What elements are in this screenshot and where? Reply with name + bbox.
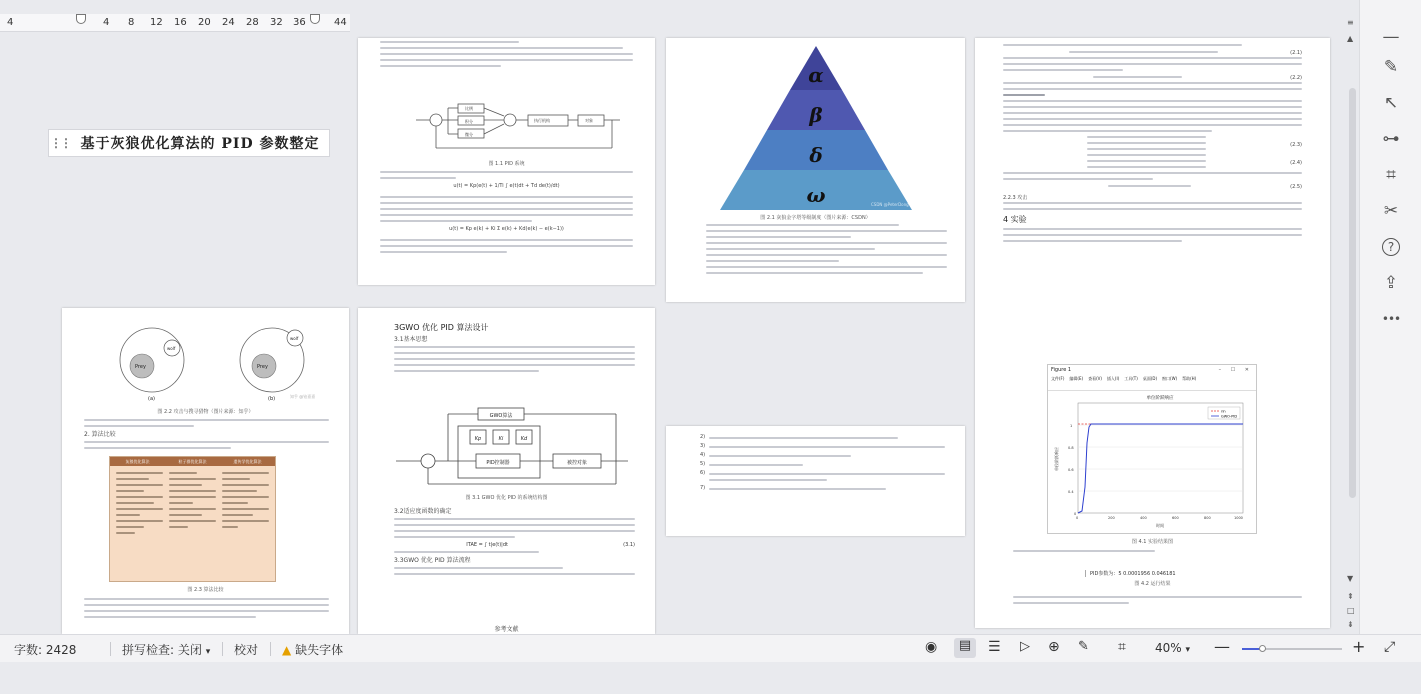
plot-title: 单位阶跃响应 xyxy=(1146,396,1174,401)
svg-text:1: 1 xyxy=(1070,424,1073,428)
ruler-number: 28 xyxy=(246,17,259,28)
block-label: 微分 xyxy=(465,132,473,137)
svg-text:200: 200 xyxy=(1108,516,1115,520)
level-omega: ω xyxy=(806,183,826,207)
step-number: 7) xyxy=(700,485,706,491)
section-heading: 3.2适应度函数的确定 xyxy=(394,508,452,515)
equation-number: (2.2) xyxy=(1290,75,1302,81)
level-beta: β xyxy=(809,103,823,127)
ruler-number: 24 xyxy=(222,17,235,28)
result-output: PID参数为：5 0.0001956 0.046181 xyxy=(1085,570,1235,577)
scroll-up-button[interactable]: ▲ xyxy=(1347,34,1354,43)
document-page-1[interactable] xyxy=(358,38,655,285)
section-heading: 3.3GWO 优化 PID 算法流程 xyxy=(394,557,471,564)
watermark: 知乎 @铂嘉嘉 xyxy=(290,394,316,399)
eye-icon[interactable]: ◉ xyxy=(925,639,938,655)
share-icon[interactable]: ⇪ xyxy=(1383,273,1399,293)
spell-check-toggle[interactable]: 拼写检查: 关闭 ▾ xyxy=(122,643,211,657)
step-number: 6) xyxy=(700,470,706,476)
zoom-slider[interactable] xyxy=(1242,648,1342,650)
document-page-4[interactable] xyxy=(62,308,349,634)
figure-caption: 图 1.1 PID 系统 xyxy=(488,161,525,167)
prev-page-icon[interactable]: ⇞ xyxy=(1347,592,1354,601)
svg-text:0: 0 xyxy=(1074,512,1077,516)
plant-label: 被控对象 xyxy=(566,460,588,466)
svg-text:0.4: 0.4 xyxy=(1068,490,1074,494)
level-delta: δ xyxy=(809,143,823,167)
first-line-indent-marker[interactable] xyxy=(76,14,86,24)
block-label: 执行机构 xyxy=(534,118,550,123)
vertical-scrollbar[interactable] xyxy=(1345,14,1359,634)
zoom-slider-thumb[interactable] xyxy=(1259,645,1266,652)
ruler-number: 36 xyxy=(293,17,306,28)
step-number: 4) xyxy=(700,452,706,458)
equation-number: (2.5) xyxy=(1290,184,1302,190)
pid-formula: u(t) = Kp(e(t) + 1/Ti ∫ e(t)dt + Td de(t)/dt) xyxy=(453,183,560,189)
y-axis-label: 单位阶跃响应 xyxy=(1054,447,1059,471)
section-heading: 4 实验 xyxy=(1003,215,1027,224)
right-tool-panel xyxy=(1359,0,1421,634)
ruler-number: 4 xyxy=(103,17,110,28)
page-view-icon[interactable]: ▤ xyxy=(954,638,976,658)
page-select-icon[interactable]: □ xyxy=(1347,606,1355,615)
document-page-5[interactable] xyxy=(358,308,655,634)
equation-number: (3.1) xyxy=(623,542,635,548)
block-label: 积分 xyxy=(465,119,473,124)
section-heading: 2.2.3 攻击 xyxy=(1003,195,1028,201)
svg-text:800: 800 xyxy=(1204,516,1211,520)
globe-icon[interactable]: ⊕ xyxy=(1048,639,1060,655)
controller-label: PID控制器 xyxy=(486,460,510,466)
outline-icon[interactable]: ☰ xyxy=(988,639,1001,655)
table-caption: 图 4.2 运行结果 xyxy=(1134,581,1171,587)
scroll-down-button[interactable]: ▼ xyxy=(1347,574,1354,583)
document-title: 基于灰狼优化算法的 PID 参数整定 xyxy=(80,136,320,152)
block-label: 比例 xyxy=(465,106,473,111)
panel-label: (a) xyxy=(148,396,155,402)
level-alpha: α xyxy=(808,63,824,87)
figure-caption: 图 2.1 灰狼金字塔等级制度（图片来源：CSDN） xyxy=(760,215,871,221)
svg-text:400: 400 xyxy=(1140,516,1147,520)
wolf-label: wolf xyxy=(290,336,299,341)
chevron-down-icon: ▾ xyxy=(1185,645,1191,655)
wolf-hierarchy-pyramid xyxy=(666,42,965,210)
ruler-number: 44 xyxy=(334,17,347,28)
pen-icon[interactable]: ✎ xyxy=(1383,57,1399,77)
adjust-icon[interactable]: ⊶ xyxy=(1382,129,1400,149)
table-caption: 图 2.3 算法比较 xyxy=(187,587,224,593)
zoom-out-button[interactable]: — xyxy=(1214,637,1230,656)
fullscreen-icon[interactable]: ⤢ xyxy=(1384,639,1396,655)
zoom-level[interactable]: 40% ▾ xyxy=(1155,641,1191,655)
help-icon[interactable]: ? xyxy=(1376,232,1406,262)
minimize-icon[interactable]: — xyxy=(1382,27,1400,47)
table-header: 粒子群优化算法 xyxy=(178,458,207,464)
ruler-number: 8 xyxy=(128,17,135,28)
attack-search-figure xyxy=(62,312,349,402)
section-heading: 2. 算法比较 xyxy=(84,431,116,438)
legend-entry: rin xyxy=(1221,409,1226,414)
figure-caption: 图 3.1 GWO 优化 PID 的系统结构图 xyxy=(465,495,548,501)
k-label: Kd xyxy=(520,436,528,442)
figure-title: Figure 1 xyxy=(1051,367,1072,373)
missing-font-button[interactable]: ▲ 缺失字体 xyxy=(282,643,344,657)
ruler-number: 12 xyxy=(150,17,163,28)
taskbar-strip xyxy=(0,662,1421,694)
svg-text:1000: 1000 xyxy=(1234,516,1243,520)
drag-handle-icon[interactable]: ⋮⋮ xyxy=(50,136,70,150)
algorithm-comparison-table xyxy=(109,456,276,582)
scroll-top-icon[interactable]: ≡ xyxy=(1347,18,1354,27)
svg-text:0.8: 0.8 xyxy=(1068,446,1074,450)
discrete-pid-formula: u(t) = Kp e(k) + Ki Σ e(k) + Kd(e(k) − e(k−1)) xyxy=(449,226,564,232)
ruler-number: 20 xyxy=(198,17,211,28)
wolf-label: wolf xyxy=(167,346,176,351)
proofread-button[interactable]: 校对 xyxy=(234,643,259,657)
shape-icon[interactable]: ⌗ xyxy=(1386,165,1396,185)
scroll-thumb[interactable] xyxy=(1349,88,1356,498)
matlab-figure-window: Figure 1 – ☐ ✕ 文件(F) 编辑(E) 查看(V) 插入(I) 工具(T) 桌面(D) 窗口(W) 帮助(H) 单位阶跃响应 1 0.8 0.6 0.4 0 0 200 400 600 800 1000 时间 单位阶跃响应 rin GWO-PID xyxy=(1047,364,1257,534)
status-bar xyxy=(0,634,1421,662)
right-indent-marker[interactable] xyxy=(310,14,320,24)
equation-number: (2.1) xyxy=(1290,50,1302,56)
step-number: 2) xyxy=(700,434,706,440)
figure-caption: 图 2.2 攻击与搜寻猎物（图片来源：知乎） xyxy=(157,409,254,415)
page-footer: 参考文献 xyxy=(494,626,519,633)
svg-text:0: 0 xyxy=(1076,516,1079,520)
ruler-number: 32 xyxy=(270,17,283,28)
warning-icon: ▲ xyxy=(282,643,292,657)
k-label: Kp xyxy=(474,436,482,442)
equation-number: (2.4) xyxy=(1290,159,1302,166)
step-number: 5) xyxy=(700,461,706,467)
word-count[interactable]: 字数: 2428 xyxy=(14,643,77,657)
document-title-block[interactable] xyxy=(48,129,330,157)
svg-text:0.6: 0.6 xyxy=(1068,468,1074,472)
equation-number: (2.3) xyxy=(1290,141,1302,148)
k-label: Ki xyxy=(498,436,504,442)
ruler-number: 4 xyxy=(7,17,14,28)
pid-block-diagram xyxy=(358,96,655,158)
section-heading: 3.1基本思想 xyxy=(394,336,428,343)
itae-formula: ITAE = ∫ t|e(t)|dt xyxy=(466,542,508,548)
focus-icon[interactable]: ⌗ xyxy=(1118,639,1126,655)
document-page-3[interactable] xyxy=(975,38,1330,628)
document-page-6[interactable] xyxy=(666,426,965,536)
document-canvas[interactable] xyxy=(0,32,1345,634)
gwo-block-label: GWO算法 xyxy=(489,413,513,419)
prey-label: Prey xyxy=(257,364,268,370)
legend-entry: GWO-PID xyxy=(1221,414,1238,419)
step-number: 3) xyxy=(700,443,706,449)
pen-icon[interactable]: ✎ xyxy=(1078,639,1089,654)
svg-text:600: 600 xyxy=(1172,516,1179,520)
horizontal-ruler[interactable] xyxy=(0,0,1350,32)
ruler-number: 16 xyxy=(174,17,187,28)
watermark: CSDN @PeterDong xyxy=(871,202,909,207)
next-page-icon[interactable]: ⇟ xyxy=(1347,620,1354,629)
document-page-2[interactable] xyxy=(666,38,965,302)
table-header: 遗传学优化算法 xyxy=(233,458,262,464)
zoom-in-button[interactable]: + xyxy=(1352,637,1366,656)
chevron-down-icon: ▾ xyxy=(205,647,211,657)
table-header: 灰狼优化算法 xyxy=(125,458,150,464)
more-icon[interactable]: ••• xyxy=(1381,312,1401,326)
select-icon[interactable]: ↖ xyxy=(1383,93,1399,113)
chapter-heading: 3GWO 优化 PID 算法设计 xyxy=(394,323,489,332)
x-axis-label: 时间 xyxy=(1156,523,1164,528)
play-icon[interactable]: ▷ xyxy=(1020,639,1030,654)
panel-label: (b) xyxy=(268,396,276,402)
block-label: 对象 xyxy=(585,118,593,123)
prey-label: Prey xyxy=(135,364,146,370)
figure-caption: 图 4.1 实验结果图 xyxy=(1131,539,1174,545)
step-response-plot xyxy=(1048,391,1256,533)
figure-menu: 文件(F) 编辑(E) 查看(V) 插入(I) 工具(T) 桌面(D) 窗口(W) 帮助(H) xyxy=(1048,375,1256,383)
tools-icon[interactable]: ✂ xyxy=(1383,201,1399,221)
gwo-pid-structure-diagram xyxy=(358,404,655,489)
